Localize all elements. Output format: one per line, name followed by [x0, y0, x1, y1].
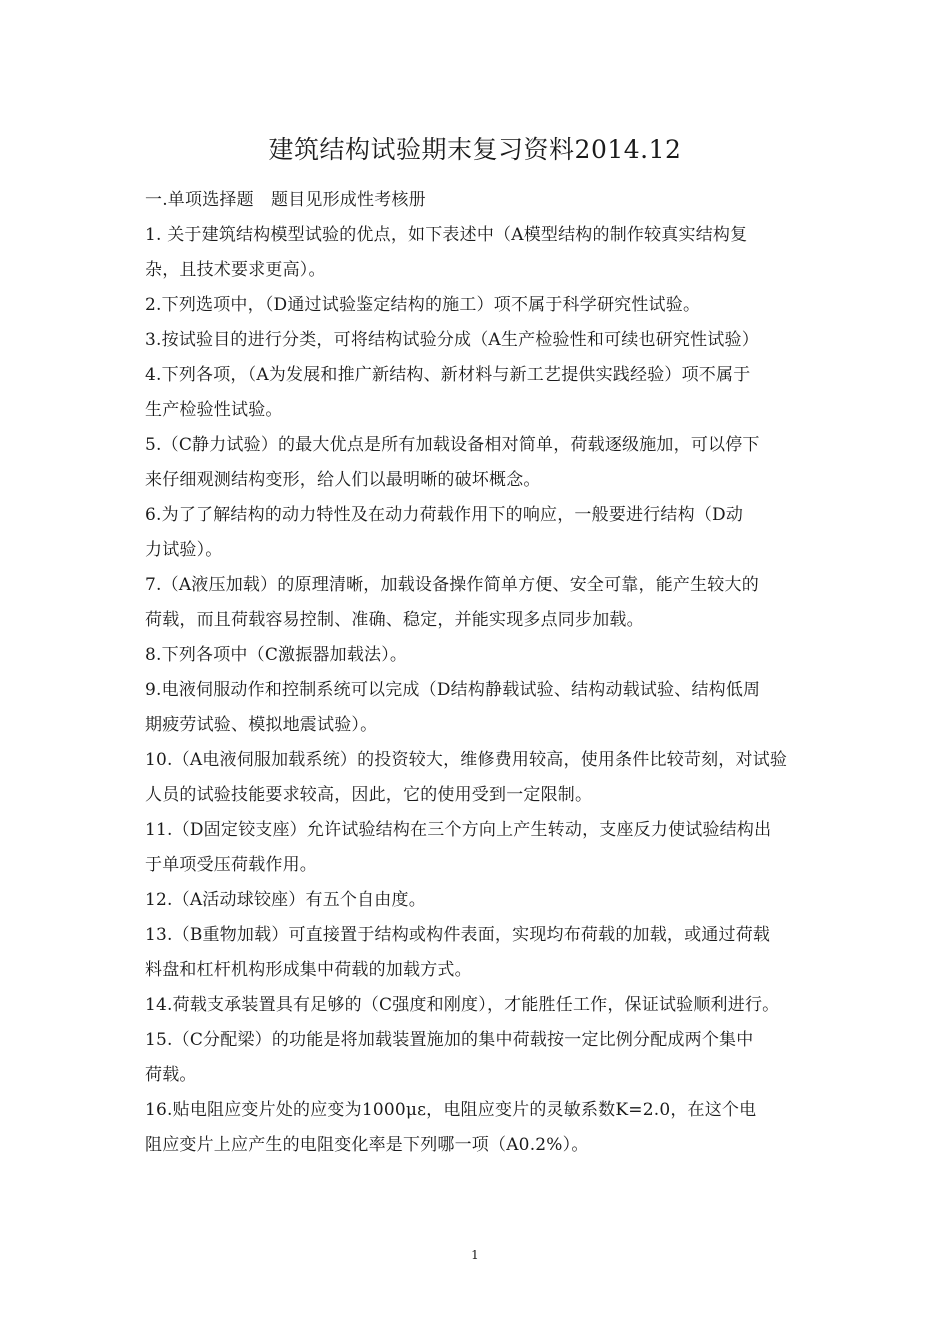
question-15-line-2: 荷载。 [145, 1065, 197, 1085]
question-9-line-2: 期疲劳试验、模拟地震试验）。 [145, 715, 378, 735]
question-15-line-1: 15.（C分配梁）的功能是将加载装置施加的集中荷载按一定比例分配成两个集中 [145, 1030, 754, 1050]
question-2: 2.下列选项中，（D通过试验鉴定结构的施工）项不属于科学研究性试验。 [145, 295, 701, 315]
question-1-line-1: 1. 关于建筑结构模型试验的优点，如下表述中（A模型结构的制作较真实结构复 [145, 225, 748, 245]
document-title: 建筑结构试验期末复习资料2014.12 [268, 135, 682, 164]
question-6-line-1: 6.为了了解结构的动力特性及在动力荷载作用下的响应，一般要进行结构（D动 [145, 505, 744, 525]
question-11-line-2: 于单项受压荷载作用。 [145, 855, 317, 875]
question-4-line-2: 生产检验性试验。 [145, 400, 283, 420]
question-16-line-1: 16.贴电阻应变片处的应变为1000με，电阻应变片的灵敏系数K=2.0，在这个电 [145, 1100, 757, 1120]
question-3: 3.按试验目的进行分类，可将结构试验分成（A生产检验性和可续也研究性试验） [145, 330, 759, 350]
question-12: 12.（A活动球铰座）有五个自由度。 [145, 890, 426, 910]
question-10-line-2: 人员的试验技能要求较高，因此，它的使用受到一定限制。 [145, 785, 593, 805]
question-11-line-1: 11.（D固定铰支座）允许试验结构在三个方向上产生转动，支座反力使试验结构出 [145, 820, 772, 840]
question-7-line-2: 荷载，而且荷载容易控制、准确、稳定，并能实现多点同步加载。 [145, 610, 644, 630]
question-13-line-1: 13.（B重物加载）可直接置于结构或构件表面，实现均布荷载的加载，或通过荷载 [145, 925, 771, 945]
question-13-line-2: 料盘和杠杆机构形成集中荷载的加载方式。 [145, 960, 472, 980]
question-9-line-1: 9.电液伺服动作和控制系统可以完成（D结构静载试验、结构动载试验、结构低周 [145, 680, 761, 700]
question-1-line-2: 杂，且技术要求更高）。 [145, 260, 326, 280]
question-8: 8.下列各项中（C激振器加载法）。 [145, 645, 408, 665]
question-6-line-2: 力试验）。 [145, 540, 223, 560]
section-heading: 一.单项选择题 题目见形成性考核册 [145, 190, 426, 210]
question-7-line-1: 7.（A液压加载）的原理清晰，加载设备操作简单方便、安全可靠，能产生较大的 [145, 575, 759, 595]
question-14: 14.荷载支承装置具有足够的（C强度和刚度），才能胜任工作，保证试验顺利进行。 [145, 995, 780, 1015]
page-number: 1 [471, 1248, 479, 1262]
question-10-line-1: 10.（A电液伺服加载系统）的投资较大，维修费用较高，使用条件比较苛刻，对试验 [145, 750, 788, 770]
question-16-line-2: 阻应变片上应产生的电阻变化率是下列哪一项（A0.2%）。 [145, 1135, 589, 1155]
question-5-line-1: 5.（C静力试验）的最大优点是所有加载设备相对简单，荷载逐级施加，可以停下 [145, 435, 760, 455]
question-4-line-1: 4.下列各项，（A为发展和推广新结构、新材料与新工艺提供实践经验）项不属于 [145, 365, 751, 385]
document-body [145, 183, 815, 1163]
question-5-line-2: 来仔细观测结构变形，给人们以最明晰的破坏概念。 [145, 470, 541, 490]
